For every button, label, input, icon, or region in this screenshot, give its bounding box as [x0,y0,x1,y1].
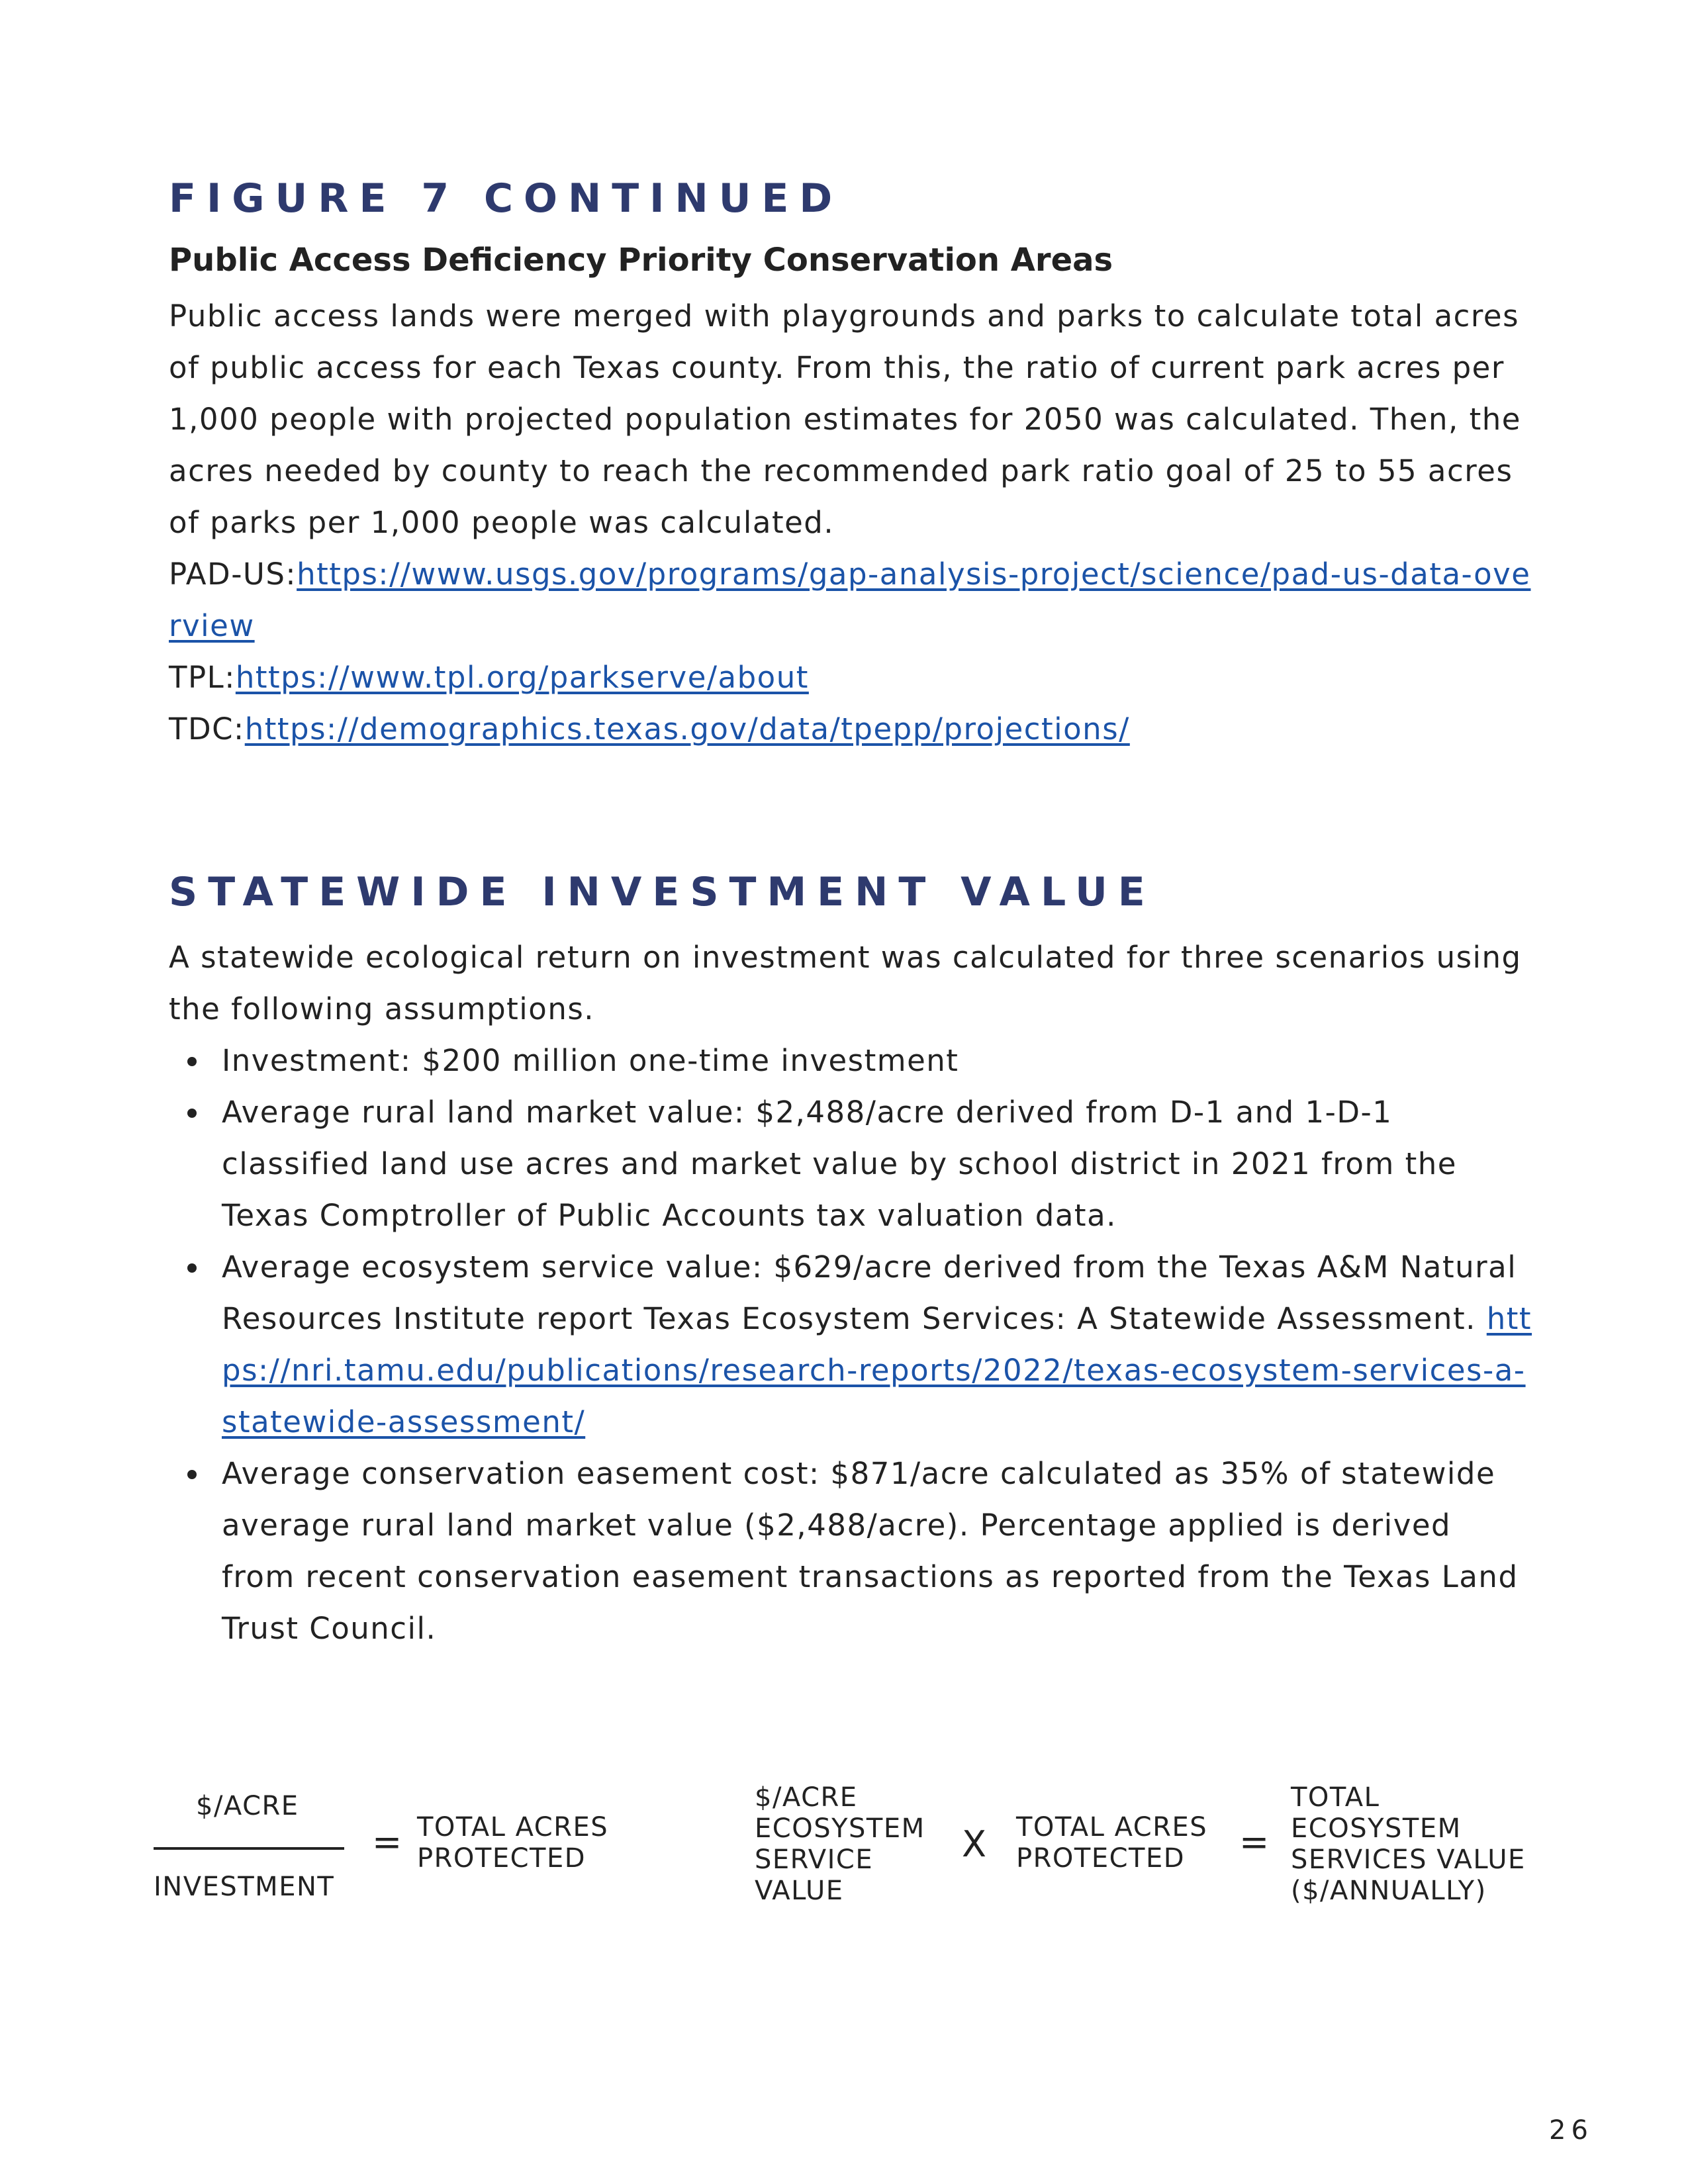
formula-acres-protected: TOTAL ACRES PROTECTED [1016,1812,1208,1874]
source-link-tdc[interactable]: https://demographics.texas.gov/data/tpepp/projections/ [244,711,1130,747]
source-tdc [169,704,1532,755]
source-link-tpl[interactable]: https://www.tpl.org/parkserve/about [235,660,809,695]
figure-subheading: Public Access Deficiency Priority Conservation Areas [169,242,1113,279]
source-tpl [169,652,1532,704]
times-sign: X [962,1823,986,1865]
source-label: PAD-US: [169,557,297,592]
formula-denominator: INVESTMENT [154,1872,335,1902]
page-number: 26 [1549,2115,1593,2146]
figure-body [169,291,1532,755]
figure-paragraph: Public access lands were merged with playgrounds and parks to calculate total acres of public access for each Texas county. From this, the ratio of current park acres per 1,000 people with projected population estimates for 2050 was calculated. Then, the acres needed by county to reach the recommended park ratio goal of 25 to 55 acres of parks per 1,000 people was calculated. [169,298,1521,540]
list-item: Investment: $200 million one-time investment [222,1035,1532,1087]
section-heading-figure-7: FIGURE 7 CONTINUED [169,175,843,222]
investment-body [169,932,1532,1655]
list-item: Average ecosystem service value: $629/acre derived from the Texas A&M Natural Resources Institute report Texas Ecosystem Services: A Statewide Assessment. https://nri.tamu.edu/publications/research-reports/2022/texas-ecosystem-services-a-statewide-assessment/ [222,1242,1532,1448]
section-heading-investment: STATEWIDE INVESTMENT VALUE [169,869,1156,915]
formula-result-acres: TOTAL ACRES PROTECTED [417,1812,609,1874]
formula-result-ecosystem-value: TOTAL ECOSYSTEM SERVICES VALUE ($/ANNUALLY) [1291,1782,1526,1906]
assumptions-list [169,1035,1532,1655]
fraction-bar [154,1847,344,1850]
source-label: TDC: [169,711,245,747]
list-item: Average rural land market value: $2,488/acre derived from D-1 and 1-D-1 classified land use acres and market value by school district in 2021 from the Texas Comptroller of Public Accounts tax valuation data. [222,1087,1532,1242]
equals-sign: = [1239,1821,1270,1863]
list-item: Average conservation easement cost: $871/acre calculated as 35% of statewide average rural land market value ($2,488/acre). Percentage applied is derived from recent conservation easement transactions as reported from the Texas Land Trust Council. [222,1448,1532,1655]
equals-sign: = [372,1821,402,1863]
investment-intro: A statewide ecological return on investment was calculated for three scenarios using the following assumptions. [169,940,1522,1026]
formula-numerator: $/ACRE [196,1791,299,1821]
source-label: TPL: [169,660,236,695]
source-pad-us [169,549,1532,652]
source-link-pad-us[interactable]: https://www.usgs.gov/programs/gap-analysis-project/science/pad-us-data-overview [169,557,1531,643]
formula-ecosystem-value: $/ACRE ECOSYSTEM SERVICE VALUE [755,1782,925,1906]
nri-report-link[interactable]: https://nri.tamu.edu/publications/research-reports/2022/texas-ecosystem-services-a-statewide-assessment/ [222,1301,1532,1439]
